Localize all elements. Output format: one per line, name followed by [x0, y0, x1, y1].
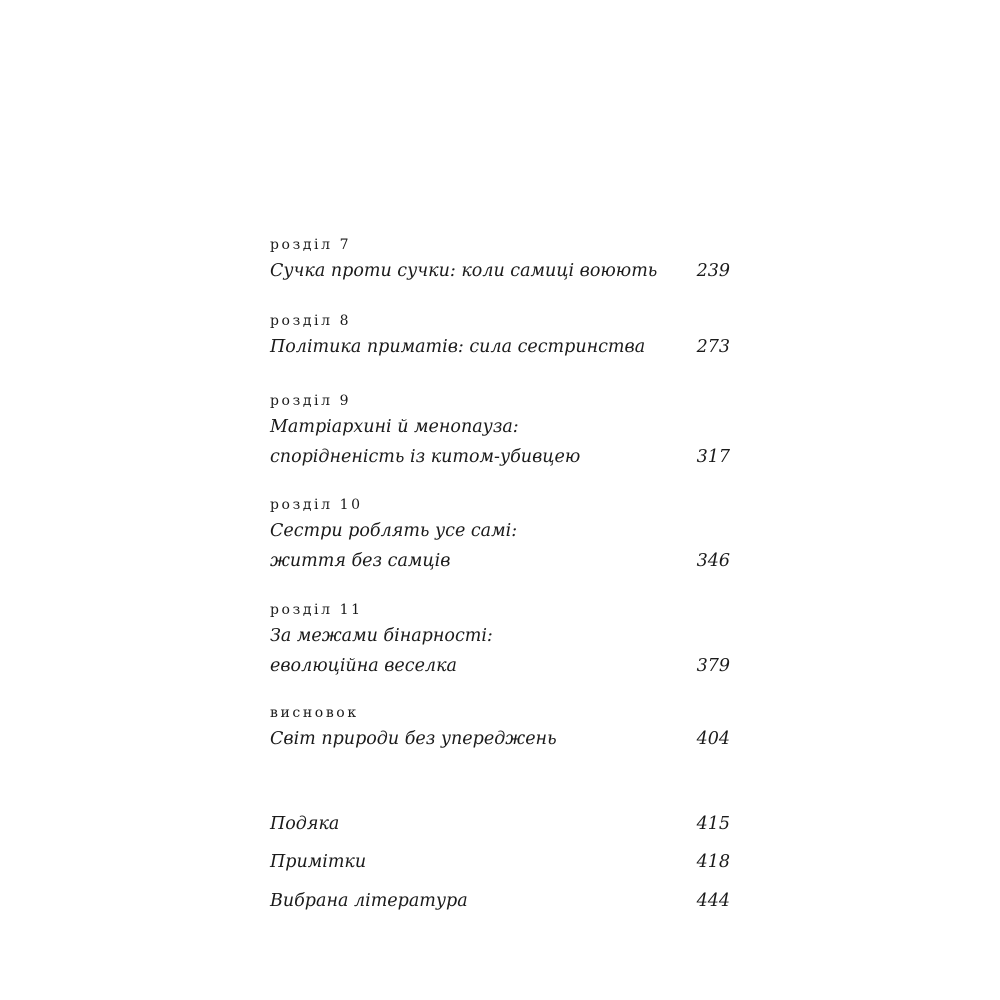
chapter-title: Світ природи без упереджень: [270, 729, 557, 749]
toc-entry-conclusion[interactable]: [270, 704, 730, 750]
chapter-title: життя без самців: [270, 551, 451, 571]
chapter-title-line: [270, 260, 730, 282]
page-number: 415: [696, 814, 730, 834]
toc-entry-chapter-11[interactable]: [270, 601, 730, 677]
back-matter-title: Вибрана література: [270, 891, 468, 911]
chapter-label: розділ 11: [270, 602, 363, 618]
back-matter-title: Подяка: [270, 814, 340, 834]
page-number: 418: [696, 852, 730, 872]
toc-entry-chapter-7[interactable]: [270, 236, 730, 282]
toc-entry-chapter-9[interactable]: [270, 392, 730, 468]
chapter-title: Сучка проти сучки: коли самиці воюють: [270, 261, 658, 281]
page-number: 444: [696, 891, 730, 911]
chapter-title: Матріархині й менопауза:: [270, 417, 519, 437]
chapter-title: Сестри роблять усе самі:: [270, 521, 518, 541]
back-matter-title: Примітки: [270, 852, 367, 872]
toc-entry-bibliography[interactable]: [270, 890, 730, 912]
chapter-title: Політика приматів: сила сестринства: [270, 337, 646, 357]
toc-entry-acknowledgements[interactable]: [270, 813, 730, 835]
toc-entry-notes[interactable]: [270, 851, 730, 873]
page-number: 239: [696, 261, 730, 281]
page-number: 273: [696, 337, 730, 357]
chapter-title: спорідненість із китом-убивцею: [270, 447, 581, 467]
chapter-title-line: [270, 655, 730, 677]
chapter-title: За межами бінарності:: [270, 626, 493, 646]
chapter-title-line: [270, 550, 730, 572]
chapter-title-line: [270, 728, 730, 750]
page-number: 379: [696, 656, 730, 676]
page-number: 317: [696, 447, 730, 467]
chapter-title-line: [270, 446, 730, 468]
page-number: 404: [696, 729, 730, 749]
chapter-label: розділ 9: [270, 393, 352, 409]
chapter-title-line: [270, 520, 730, 542]
toc-entry-chapter-8[interactable]: [270, 312, 730, 358]
chapter-label: висновок: [270, 705, 359, 721]
chapter-title-line: [270, 336, 730, 358]
chapter-title-line: [270, 416, 730, 438]
chapter-title-line: [270, 625, 730, 647]
toc-entry-chapter-10[interactable]: [270, 496, 730, 572]
page-number: 346: [696, 551, 730, 571]
chapter-label: розділ 7: [270, 237, 352, 253]
chapter-label: розділ 10: [270, 497, 363, 513]
chapter-label: розділ 8: [270, 313, 352, 329]
chapter-title: еволюційна веселка: [270, 656, 457, 676]
